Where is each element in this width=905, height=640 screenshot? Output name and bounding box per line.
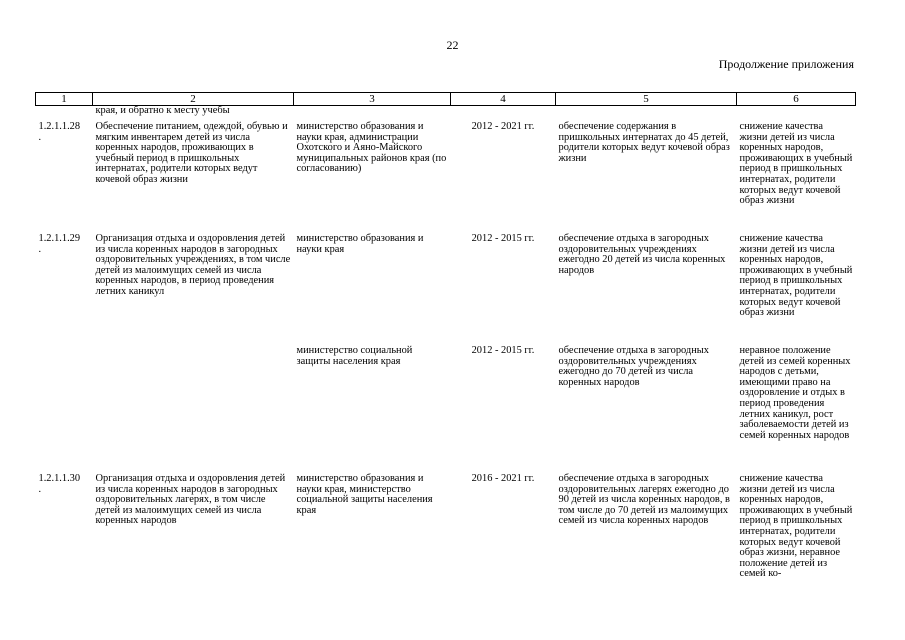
table-row: [36, 474, 856, 614]
cell-result: обеспечение отдыха в загородных оздоровительных лагерях ежегодно до 90 детей из числа коренных народов, в том числе до 70 детей из малоимущих семей из числа коренных народов: [558, 473, 730, 527]
cell-executor: министерство социальной защиты населения края: [296, 345, 413, 367]
cell-result: обеспечение содержания в пришкольных интернатах до 45 детей, родители которых ведут кочевой образ жизни: [558, 121, 730, 164]
cell-activity: Организация отдыха и оздоровления детей из числа коренных народов в загородных оздоровительных лагерях, в том числе детей из малоимущих семей из числа коренных народов: [95, 473, 286, 527]
cell-result: обеспечение отдыха в загородных оздоровительных учреждениях ежегодно до 70 детей из числа коренных народов: [558, 345, 709, 388]
cell-num: 1.2.1.1.29 .: [38, 233, 81, 255]
cell-executor: министерство образования и науки края: [296, 233, 424, 255]
cell-result: [556, 106, 737, 123]
cell-period: 2012 - 2021 гг.: [471, 121, 535, 132]
cell-consequence: [737, 106, 856, 123]
cell-num: [36, 346, 93, 474]
cell-period: 2012 - 2015 гг.: [471, 233, 535, 244]
header-col-5: 5: [556, 93, 737, 106]
cell-executor: министерство образования и науки края, администрации Охотского и Аяно-Майского муниципальных районов края (по согласованию): [296, 121, 447, 175]
cell-period: 2012 - 2015 гг.: [471, 345, 535, 356]
table-row: [36, 122, 856, 234]
header-col-4: 4: [451, 93, 556, 106]
cell-num: 1.2.1.1.28 .: [38, 121, 81, 143]
header-col-2: 2: [93, 93, 294, 106]
cell-activity: Организация отдыха и оздоровления детей из числа коренных народов в загородных оздоровительных учреждениях, в том числе детей из малоимущих семей из числа коренных народов, в период проведения летних каникул: [95, 233, 291, 297]
cell-executor: [294, 106, 451, 123]
cell-consequence: снижение качества жизни детей из числа коренных народов, проживающих в учебный период в пришкольных интернатах, родители которых ведут кочевой образ жизни, неравное положение детей из семей ко-: [739, 473, 853, 580]
page-number: 22: [446, 38, 459, 52]
cell-period: [451, 106, 556, 123]
cell-period: 2016 - 2021 гг.: [471, 473, 535, 484]
cell-consequence: снижение качества жизни детей из числа коренных народов, проживающих в учебный период в пришкольных интернатах, родители которых ведут кочевой образ жизни: [739, 121, 853, 207]
table-header: [36, 93, 856, 106]
header-col-3: 3: [294, 93, 451, 106]
cell-activity: края, и обратно к месту учебы: [95, 105, 230, 116]
cell-activity: Обеспечение питанием, одеждой, обувью и мягким инвентарем детей из числа коренных народов, проживающих в учебный период в пришкольных интернатах, родители которых ведут кочевой образ жизни: [95, 121, 288, 185]
appendix-table: [35, 92, 856, 614]
table-row: [36, 346, 856, 474]
table-row: [36, 234, 856, 346]
cell-activity: [93, 346, 294, 474]
cell-consequence: неравное положение детей из семей коренных народов с детьми, имеющими право на оздоровление и отдых в период проведения летних каникул, рост заболеваемости детей из семей коренных народов: [739, 345, 851, 441]
table-row-carry-over: [36, 106, 856, 123]
header-col-1: 1: [36, 93, 93, 106]
cell-executor: министерство образования и науки края, министерство социальной защиты населения края: [296, 473, 433, 516]
cell-consequence: снижение качества жизни детей из числа коренных народов, проживающих в учебный период в пришкольных интернатах, родители которых ведут кочевой образ жизни: [739, 233, 853, 319]
cell-num: [36, 106, 93, 123]
cell-result: обеспечение отдыха в загородных оздоровительных учреждениях ежегодно 20 детей из числа коренных народов: [558, 233, 726, 276]
cell-num: 1.2.1.1.30 .: [38, 473, 81, 495]
continuation-label: Продолжение приложения: [718, 57, 854, 71]
header-col-6: 6: [737, 93, 856, 106]
